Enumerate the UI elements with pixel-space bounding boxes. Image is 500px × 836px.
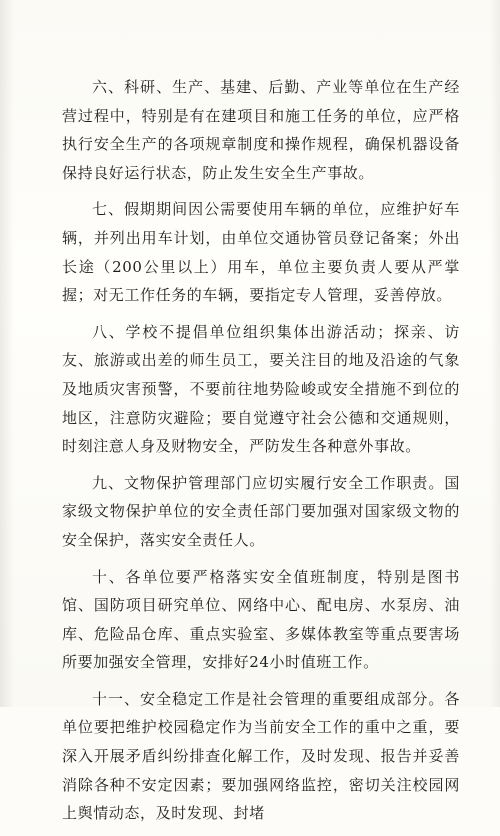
paragraph-9 (62, 469, 460, 555)
paragraph-text: 九、文物保护管理部门应切实履行安全工作职责。国家级文物保护单位的安全责任部门要加强对国家级文物的安全保护，落实安全责任人。 (62, 473, 460, 549)
paragraph-text: 六、科研、生产、基建、后勤、产业等单位在生产经营过程中，特别是有在建项目和施工任务的单位，应严格执行安全生产的各项规章制度和操作规程，确保机器设备保持良好运行状态，防止发生安全生产事故。 (62, 78, 460, 182)
paragraph-11 (62, 685, 460, 828)
paragraph-7 (62, 195, 460, 309)
paragraph-text: 七、假期期间因公需要使用车辆的单位，应维护好车辆，并列出用车计划，由单位交通协管员登记备案；外出长途（200公里以上）用车，单位主要负责人要从严掌握；对无工作任务的车辆，要指定专人管理，妥善停放。 (62, 200, 460, 305)
scan-edge-shadow-right (490, 0, 500, 707)
paragraph-10 (62, 563, 460, 677)
paragraph-text: 十一、安全稳定工作是社会管理的重要组成部分。各单位要把维护校园稳定作为当前安全工作的重中之重，要深入开展矛盾纠纷排查化解工作，及时发现、报告并妥善消除各种不安定因素；要加强网络监控，密切关注校园网上舆情动态，及时发现、封堵 (62, 689, 460, 823)
paragraph-8 (62, 318, 460, 461)
paragraph-text: 八、学校不提倡单位组织集体出游活动；探亲、访友、旅游或出差的师生员工，要关注目的地及沿途的气象及地质灾害预警，不要前往地势险峻或安全措施不到位的地区，注意防灾避险；要自觉遵守社会公德和交通规则，时刻注意人身及财物安全，严防发生各种意外事故。 (62, 322, 460, 456)
paragraph-6 (62, 73, 460, 187)
document-body (62, 73, 460, 836)
paragraph-text: 十、各单位要严格落实安全值班制度，特别是图书馆、国防项目研究单位、网络中心、配电房、水泵房、油库、危险品仓库、重点实验室、多媒体教室等重点要害场所要加强安全管理，安排好24小时值班工作。 (62, 567, 460, 672)
scan-edge-shadow-left (0, 0, 14, 707)
